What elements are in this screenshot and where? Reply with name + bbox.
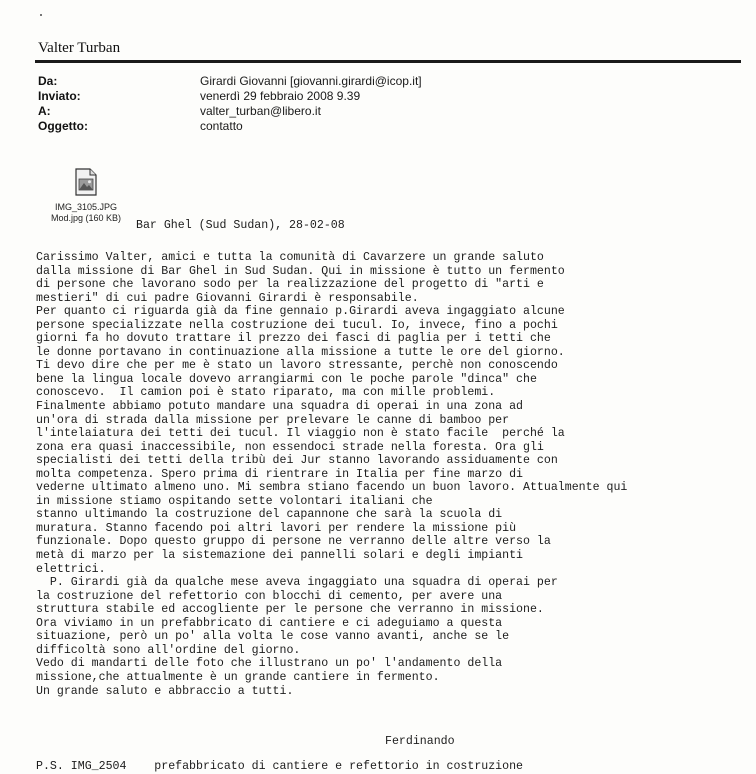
body-line: Un grande saluto e abbraccio a tutti.	[36, 684, 294, 698]
body-line: mestieri" di cui padre Giovanni Girardi è responsabile.	[36, 291, 419, 305]
place-date-line: Bar Ghel (Sud Sudan), 28-02-08	[136, 219, 345, 232]
body-line: funzionale. Dopo questo gruppo di persone ne verranno delle altre verso la	[36, 535, 551, 549]
body-line: Carissimo Valter, amici e tutta la comunità di Cavarzere un grande saluto	[36, 251, 544, 264]
body-line: specialisti dei tetti della tribù dei Jur stanno lavorando assiduamente con	[36, 454, 558, 468]
body-line: dalla missione di Bar Ghel in Sud Sudan. Qui in missione è tutto un fermento	[36, 264, 565, 278]
image-file-icon[interactable]	[74, 168, 98, 196]
body-line: molta competenza. Spero prima di rientrare in Italia per fine marzo di	[36, 467, 524, 481]
body-line: giorni fa ho dovuto trattare il prezzo dei fasci di paglia per i tetti che	[36, 332, 551, 346]
body-line: elettrici.	[36, 562, 106, 576]
body-line: zona era quasi inaccessibile, non essendoci strade nella foresta. Ora gli	[36, 440, 544, 454]
body-line: struttura stabile ed accogliente per le persone che verranno in missione.	[36, 603, 544, 617]
postscript-line: P.S. IMG_2504 prefabbricato di cantiere e refettorio in costruzione	[36, 760, 524, 773]
body-line: P. Girardi già da qualche mese aveva ingaggiato una squadra di operai per	[36, 576, 558, 590]
body-line: muratura. Stanno facendo poi altri lavori per rendere la missione più	[36, 521, 517, 535]
body-line: Ti devo dire che per me è stato un lavoro stressante, perchè non conoscendo	[36, 359, 558, 373]
body-line: stanno ultimando la costruzione del capannone che sarà la scuola di	[36, 508, 503, 522]
to-label: A:	[38, 104, 51, 118]
body-line: missione,che attualmente è un grande cantiere in fermento.	[36, 670, 440, 684]
header-divider	[35, 60, 741, 63]
body-line: la costruzione del refettorio con blocchi di cemento, per avere una	[36, 589, 503, 603]
body-line: persone specializzate nella costruzione dei tucul. Io, invece, fino a pochi	[36, 318, 558, 332]
body-line: in missione stiamo ospitando sette volontari italiani che	[36, 494, 433, 508]
body-line: Per quanto ci riguarda già da fine gennaio p.Girardi aveva ingaggiato alcune	[36, 305, 565, 319]
body-line: difficoltà sono all'ordine del giorno.	[36, 643, 301, 657]
mailbox-owner-name: Valter Turban	[38, 40, 121, 56]
body-line: bene la lingua locale dovevo arrangiarmi con le poche parole "dinca" che	[36, 372, 537, 386]
signature: Ferdinando	[385, 735, 455, 748]
body-line: di persone che lavorano sodo per la realizzazione del progetto di "arti e	[36, 278, 544, 292]
body-line: conoscevo. Il camion poi è stato riparato, ma con mille problemi.	[36, 386, 496, 400]
body-line: le donne portavano in continuazione alla missione a tutte le ore del giorno.	[36, 345, 565, 359]
scan-speck	[40, 14, 42, 16]
body-line: Ora viviamo in un prefabbricato di cantiere e ci adeguiamo a questa	[36, 616, 503, 630]
body-line: metà di marzo per la sistemazione dei pannelli solari e degli impianti	[36, 549, 524, 563]
body-line: Finalmente abbiamo potuto mandare una squadra di operai in una zona ad	[36, 400, 524, 414]
subject-label: Oggetto:	[38, 119, 88, 133]
letter-body	[36, 251, 627, 698]
from-value: Girardi Giovanni [giovanni.girardi@icop.it]	[200, 74, 422, 88]
subject-value: contatto	[200, 119, 243, 133]
body-line: situazione, però un po' alla volta le cose vanno avanti, anche se le	[36, 630, 510, 644]
attachment-filename-line1: IMG_3105.JPG	[54, 202, 118, 212]
body-line: Vedo di mandarti delle foto che illustrano un po' l'andamento della	[36, 657, 503, 671]
body-line: un'ora di strada dalla missione per prelevare le canne di bamboo per	[36, 413, 510, 427]
body-line: vederne ultimato almeno uno. Mi sembra stiano facendo un buon lavoro. Attualmente qui	[36, 481, 628, 495]
body-line: l'intelaiatura dei tetti dei tucul. Il viaggio non è stato facile perché la	[36, 427, 565, 441]
to-value: valter_turban@libero.it	[200, 104, 321, 118]
sent-label: Inviato:	[38, 89, 81, 103]
attachment-filename[interactable]	[36, 202, 136, 224]
sent-value: venerdì 29 febbraio 2008 9.39	[200, 89, 361, 103]
from-label: Da:	[38, 74, 58, 88]
attachment-filename-line2: Mod.jpg (160 KB)	[50, 213, 122, 223]
